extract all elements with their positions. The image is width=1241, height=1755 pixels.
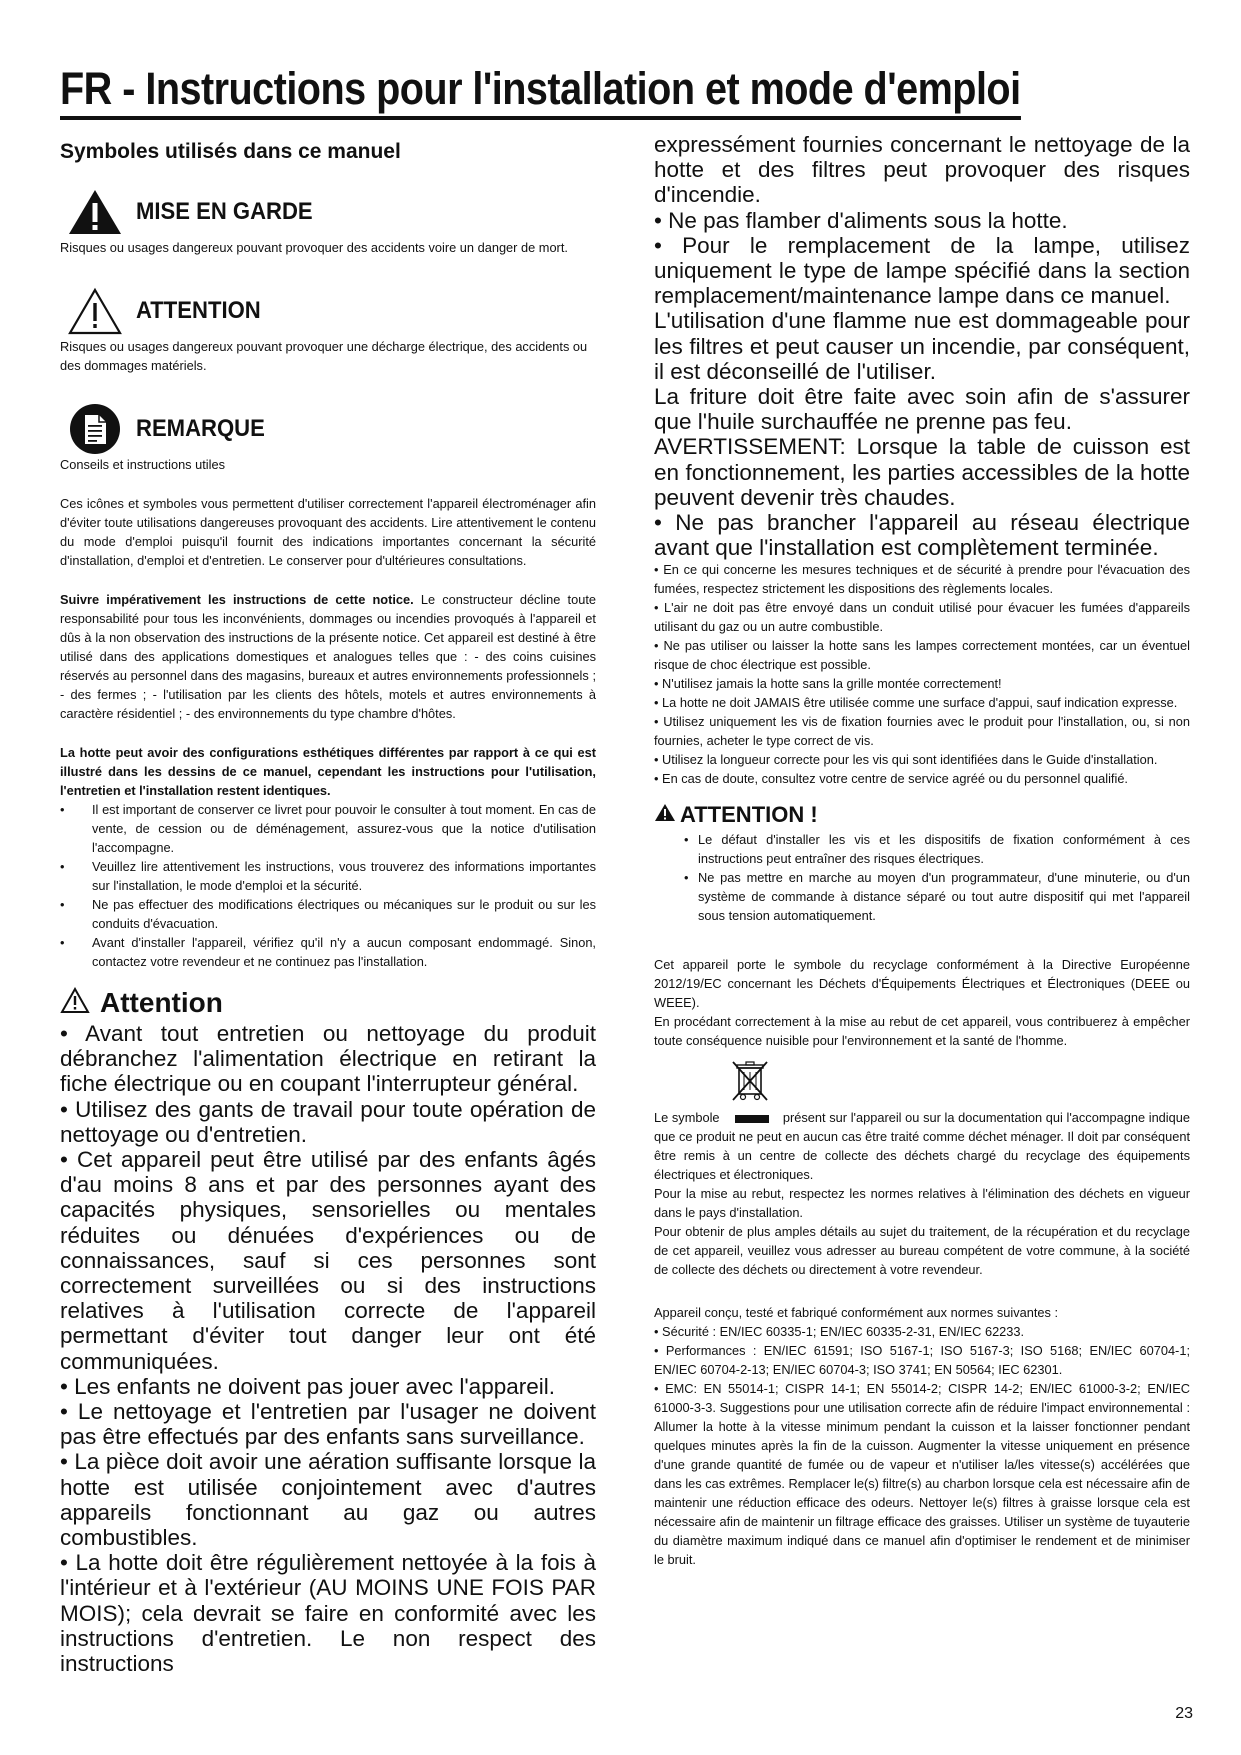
list-item: • Ne pas utiliser ou laisser la hotte sans les lampes correctement montées, car un éventuel risque de choc électrique est possible. <box>654 638 1190 673</box>
continued-list <box>654 132 1190 560</box>
note-icon <box>60 403 130 455</box>
warning-outline-icon <box>60 987 90 1019</box>
note-header <box>60 403 596 455</box>
list-item: expressément fournies concernant le nettoyage de la hotte et des filtres peut provoquer des risques d'incendie. <box>654 132 1190 208</box>
warning-header <box>60 186 596 238</box>
page-title: FR - Instructions pour l'installation et mode d'emploi <box>60 62 1021 120</box>
symbol-post: présent sur l'appareil ou sur la documentation qui l'accompagne indique que ce produit ne peut en aucun cas être traité comme déchet ménager. Il doit par conséquent être remis à un centre de collecte des déchets chargé du recyclage des équipements électriques et électroniques. <box>654 1110 1190 1183</box>
attention-2-list <box>654 830 1190 925</box>
list-item: • Ne pas effectuer des modifications électriques ou mécaniques sur le produit ou sur les conduits d'évacuation. <box>60 895 596 933</box>
crossed-bin-icon <box>730 1060 770 1109</box>
list-item: • Pour le remplacement de la lampe, utilisez uniquement le type de lampe spécifié dans la section remplacement/maintenance lampe dans ce manuel. <box>654 232 1190 309</box>
page-number: 23 <box>1175 1705 1193 1722</box>
list-item: • N'utilisez jamais la hotte sans la grille montée correctement! <box>654 676 1002 692</box>
caution-text: Risques ou usages dangereux pouvant provoquer une décharge électrique, des accidents ou des dommages matériels. <box>60 339 588 373</box>
safety-notes <box>654 560 1190 788</box>
list-item: La friture doit être faite avec soin afin de s'assurer que l'huile surchauffée ne prenne pas feu. <box>654 384 1190 435</box>
note-label: REMARQUE <box>136 415 265 442</box>
more-info-paragraph: Pour obtenir de plus amples détails au sujet du traitement, de la récupération et du recyclage de cet appareil, veuillez vous adresser au bureau compétent de votre commune, à la société de collecte des déchets ou directement à votre revendeur. <box>654 1224 1190 1278</box>
list-item: • En ce qui concerne les mesures techniques et de sécurité à prendre pour l'évacuation des fumées, respectez strictement les dispositions des règlements locales. <box>654 562 1190 597</box>
norms-rebut-paragraph: Pour la mise au rebut, respectez les normes relatives à l'élimination des déchets en vigueur dans le pays d'installation. <box>654 1186 1190 1221</box>
configuration-paragraph <box>60 743 596 800</box>
general-bullets <box>60 800 596 971</box>
warning-filled-icon <box>654 803 676 827</box>
warning-outline-icon <box>60 287 130 335</box>
follow-instructions-rest: Le constructeur décline toute responsabilité pour tous les inconvénients, dommages ou incendies provoqués à l'appareil et dûs à la non observation des instructions de la présente notice. Cet appareil est destiné à être utilisé dans des applications domestiques et analogues telles que : - des coins cuisines réservés au personnel dans des magasins, bureaux et autres environnements professionnels ; - des fermes ; - l'utilisation par les clients des hôtels, motels et autres environnements à caractère résidentiel ; - des environnements du type chambre d'hôtes. <box>60 592 596 721</box>
warning-text: Risques ou usages dangereux pouvant provoquer des accidents voire un danger de mort. <box>60 240 568 255</box>
caution-label: ATTENTION <box>136 297 261 324</box>
list-item: • Utilisez des gants de travail pour toute opération de nettoyage ou d'entretien. <box>60 1096 596 1147</box>
list-item: • Il est important de conserver ce livret pour pouvoir le consulter à tout moment. En cas de vente, de cession ou de déménagement, assurez-vous que la notice d'utilisation l'accompagne. <box>60 800 596 857</box>
list-item: • Ne pas brancher l'appareil au réseau électrique avant que l'installation est complètement terminée. <box>654 510 1190 561</box>
list-item: • Ne pas mettre en marche au moyen d'un programmateur, d'une minuterie, ou d'un système de commande à distance séparé ou tout autre dispositif qui met l'appareil sous tension automatiquement. <box>654 868 1190 925</box>
list-item: • Les enfants ne doivent pas jouer avec l'appareil. <box>60 1373 555 1399</box>
list-item: • Avant tout entretien ou nettoyage du produit débranchez l'alimentation électrique en retirant la fiche électrique ou en coupant l'interrupteur général. <box>60 1021 596 1097</box>
standards-block <box>654 1303 1190 1569</box>
list-item: • Avant d'installer l'appareil, vérifiez qu'il n'y a aucun composant endommagé. Sinon, contactez votre revendeur et ne continuez pas l'installation. <box>60 933 596 971</box>
list-item: • L'air ne doit pas être envoyé dans un conduit utilisé pour évacuer les fumées d'appareils utilisant du gaz ou un autre combustible. <box>654 600 1190 635</box>
warning-filled-icon <box>60 188 130 236</box>
list-item: • Veuillez lire attentivement les instructions, vous trouverez des informations importantes sur l'installation, le mode d'emploi et la sécurité. <box>60 857 596 895</box>
attention-header-2 <box>654 800 1190 830</box>
list-item: • Utilisez la longueur correcte pour les vis qui sont identifiées dans le Guide d'installation. <box>654 752 1158 768</box>
standards-line: • Performances : EN/IEC 61591; ISO 5167-1; ISO 5167-3; ISO 5168; EN/IEC 60704-1; EN/IEC 60704-2-13; EN/IEC 60704-3; ISO 3741; EN 50564; IEC 62301. <box>654 1343 1190 1378</box>
note-text: Conseils et instructions utiles <box>60 457 226 472</box>
caution-header <box>60 285 596 337</box>
standards-line: • Sécurité : EN/IEC 60335-1; EN/IEC 60335-2-31, EN/IEC 62233. <box>654 1324 1025 1340</box>
list-item: • Cet appareil peut être utilisé par des enfants âgés d'au moins 8 ans et par des personnes ayant des capacités physiques, sensorielles ou mentales réduites ou dénuées d'expériences ou de connaissances, sauf si ces personnes sont correctement surveillées ou si des instructions relatives à l'utilisation correcte de l'appareil permettant d'éviter tout danger leur ont été communiquées. <box>60 1147 596 1374</box>
list-item: • La hotte doit être régulièrement nettoyée à la fois à l'intérieur et à l'extérieur (AU MOINS UNE FOIS PAR MOIS); cela devrait se faire en conformité avec les instructions d'entretien. Le non respect des instructions <box>60 1550 596 1677</box>
warning-label: MISE EN GARDE <box>136 198 313 225</box>
list-item: • Le défaut d'installer les vis et les dispositifs de fixation conformément à ces instructions peut entraîner des risques électriques. <box>654 830 1190 868</box>
right-column <box>654 132 1190 1569</box>
configuration-bold: La hotte peut avoir des configurations esthétiques différentes par rapport à ce qui est illustré dans les dessins de ce manuel, cependant les instructions pour l'utilisation, l'entretien et l'installation restent identiques. <box>60 745 596 798</box>
intro-paragraph: Ces icônes et symboles vous permettent d'utiliser correctement l'appareil électroménager afin d'éviter toute utilisations dangereuses provoquant des accidents. Lire attentivement le contenu du mode d'emploi puisqu'il fournit des indications importantes concernant la sécurité d'installation, d'emploi et d'entretien. Le conserver pour d'ultérieures consultations. <box>60 496 596 568</box>
weee-paragraph-block <box>654 1108 1190 1184</box>
list-item: • Utilisez uniquement les vis de fixation fournies avec le produit pour l'installation, ou, si non fournies, acheter le type correct de vis. <box>654 714 1190 749</box>
disposal-paragraph: En procédant correctement à la mise au rebut de cet appareil, vous contribuerez à empêcher toute conséquence nuisible pour l'environnement et la santé de l'homme. <box>654 1014 1190 1049</box>
attention-2-label: ATTENTION ! <box>680 802 818 828</box>
attention-label: Attention <box>100 987 223 1018</box>
standards-line: • EMC: EN 55014-1; CISPR 14-1; EN 55014-2; CISPR 14-2; EN/IEC 61000-3-2; EN/IEC 61000-3-3. Suggestions pour une utilisation correcte afin de réduire l'impact environnemental : Allumer la hotte à la vitesse minimum pendant la cuisson et la laisser fonctionner pendant quelques minutes après la fin de la cuisson. Augmenter la vitesse uniquement en présence d'une grande quantité de fumée ou de vapeur et n'utiliser la/les vitesse(s) accélérées que dans les cas extrêmes. Remplacer le(s) filtre(s) au charbon lorsque cela est nécessaire afin de maintenir une réduction efficace des odeurs. Nettoyer le(s) filtres à graisse lorsque cela est nécessaire afin de maintenir un filtrage efficace des graisses. Utiliser un système de tuyauterie du diamètre maximum indiqué dans ce manuel afin d'optimiser le rendement et de minimiser le bruit. <box>654 1381 1190 1568</box>
weee-bar <box>735 1115 769 1123</box>
list-item: • La hotte ne doit JAMAIS être utilisée comme une surface d'appui, sauf indication expresse. <box>654 695 1178 711</box>
symbol-pre: Le symbole <box>654 1110 720 1126</box>
symbols-heading: Symboles utilisés dans ce manuel <box>60 140 401 163</box>
list-item: • La pièce doit avoir une aération suffisante lorsque la hotte est utilisée conjointement avec d'autres appareils fonctionnant au gaz ou autres combustibles. <box>60 1449 596 1551</box>
standards-line: Appareil conçu, testé et fabriqué conformément aux normes suivantes : <box>654 1305 1059 1321</box>
attention-header <box>60 985 596 1021</box>
recycling-paragraph: Cet appareil porte le symbole du recyclage conformément à la Directive Européenne 2012/19/EC concernant les Déchets d'Équipements Électriques et Électroniques (DEEE ou WEEE). <box>654 957 1190 1011</box>
list-item: • Ne pas flamber d'aliments sous la hotte. <box>654 207 1068 233</box>
list-item: L'utilisation d'une flamme nue est dommageable pour les filtres et peut causer un incendie, par conséquent, il est déconseillé de l'utiliser. <box>654 308 1190 384</box>
weee-paragraph <box>654 1108 1190 1184</box>
attention-list <box>60 1021 596 1676</box>
list-item: • En cas de doute, consultez votre centre de service agréé ou du personnel qualifié. <box>654 771 1128 787</box>
follow-instructions-paragraph <box>60 590 596 723</box>
follow-instructions-bold: Suivre impérativement les instructions de cette notice. <box>60 592 414 607</box>
list-item: • Le nettoyage et l'entretien par l'usager ne doivent pas être effectués par des enfants sans surveillance. <box>60 1399 596 1450</box>
left-column <box>60 134 596 1676</box>
list-item: AVERTISSEMENT: Lorsque la table de cuisson est en fonctionnement, les parties accessibles de la hotte peuvent devenir très chaudes. <box>654 434 1190 510</box>
